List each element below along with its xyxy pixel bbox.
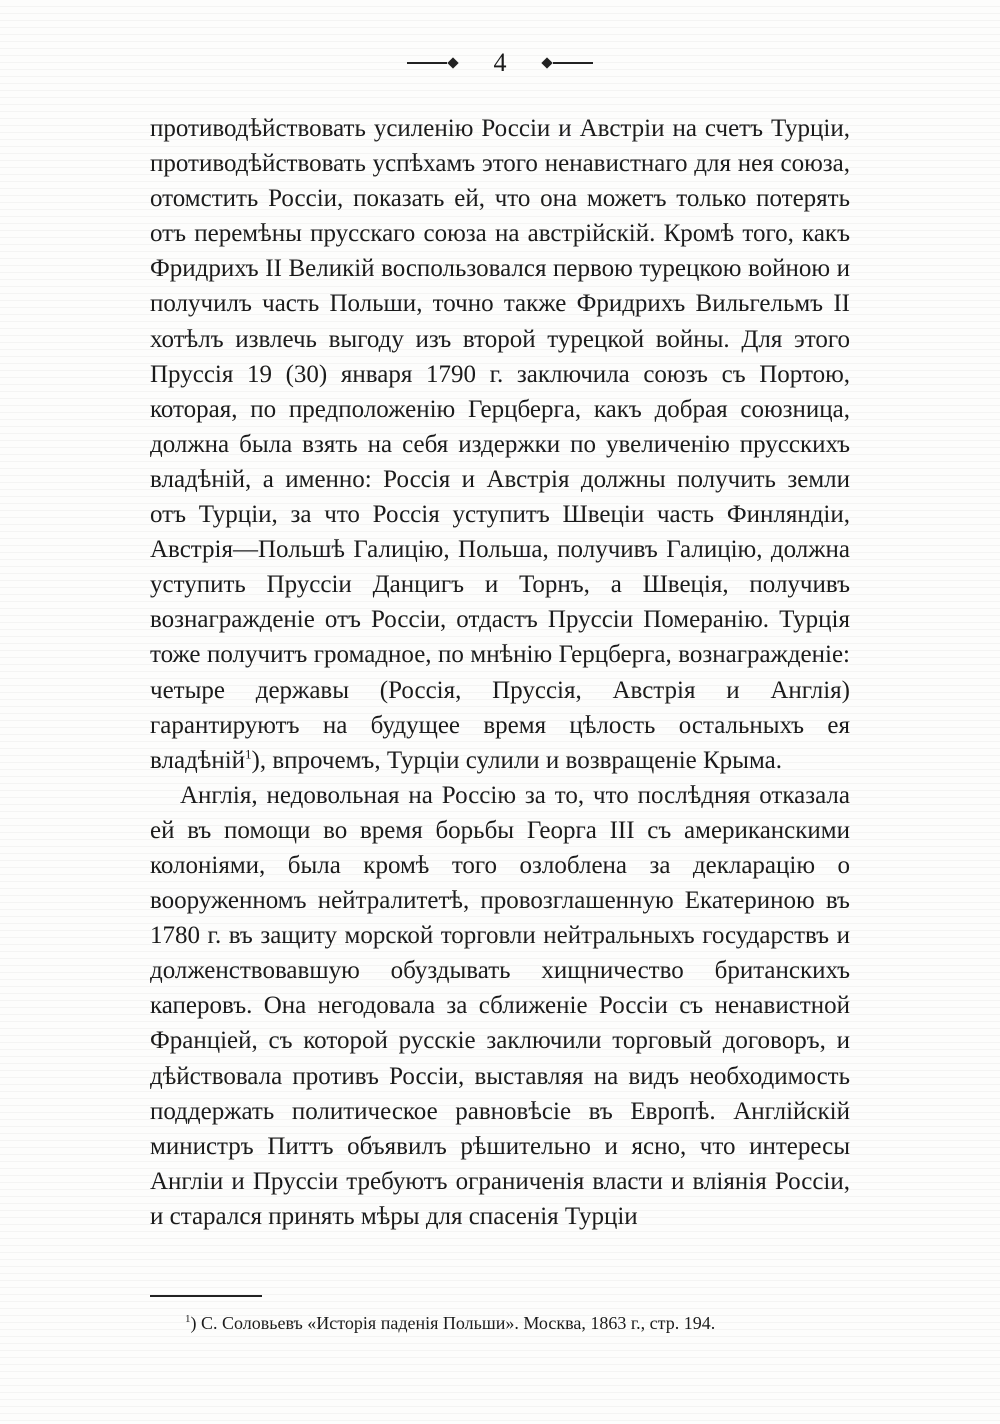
right-ornament — [541, 59, 593, 67]
footnote-mark: 1 — [185, 1313, 191, 1325]
left-ornament — [407, 59, 459, 67]
footnote-divider — [150, 1295, 262, 1297]
page-number: 4 — [493, 48, 507, 77]
footnote-reference: 1 — [245, 746, 252, 762]
paragraph-2: Англія, недовольная на Россію за то, что послѣдняя отказала ей въ помощи во время борьбы Георга III съ американскими колоніями, была кромѣ того озлоблена за декларацію о вооруженномъ нейтралитетѣ, провозглашенную Екатериною въ 1780 г. въ защиту морской торговли нейтральныхъ государствъ и долженствовавшую обуздывать хищничество британскихъ каперовъ. Она негодовала за сближеніе Россіи съ ненавистной Франціей, съ которой русскіе заключили торговый договоръ, и дѣйствовала противъ Россіи, выставляя на видъ необходимость поддержать политическое равновѣсіе въ Европѣ. Англійскій министръ Питтъ объявилъ рѣшительно и ясно, что интересы Англіи и Пруссіи требуютъ ограниченія власти и вліянія Россіи, и старался принять мѣры для спасенія Турціи — [150, 781, 850, 1230]
footnote-text: ) С. Соловьевъ «Исторія паденія Польши». Москва, 1863 г., стр. 194. — [190, 1313, 716, 1333]
paragraph-1 — [150, 111, 850, 778]
footnote — [185, 1311, 845, 1335]
body-text — [150, 111, 850, 1234]
paragraph-1-tail: ), впрочемъ, Турціи сулили и возвращеніе Крыма. — [251, 746, 782, 774]
paragraph-1-text: противодѣйствовать усиленію Россіи и Австріи на счетъ Турціи, противодѣйствовать успѣхамъ этого ненавистнаго для нея союза, отомстить Россіи, показать ей, что она можетъ только потерять отъ перемѣны прусскаго союза на австрійскій. Кромѣ того, какъ Фридрихъ II Великій воспользовался первою турецкою войною и получилъ часть Польши, точно также Фридрихъ Вильгельмъ II хотѣлъ извлечь выгоду изъ второй турецкой войны. Для этого Пруссія 19 (30) января 1790 г. заключила союзъ съ Портою, которая, по предположенію Герцберга, какъ добрая союзница, должна была взять на себя издержки по увеличенію прусскихъ владѣній, а именно: Россія и Австрія должны получить земли отъ Турціи, за что Россія уступитъ Швеціи часть Финляндіи, Австрія—Польшѣ Галицію, Польша, получивъ Галицію, должна уступить Пруссіи Данцигъ и Торнъ, а Швеція, получивъ вознагражденіе отъ Россіи, отдастъ Пруссіи Померанію. Турція тоже получитъ громадное, по мнѣнію Герцберга, вознагражденіе: четыре державы (Россія, Пруссія, Австрія и Англія) гарантируютъ на будущее время цѣлость остальныхъ ея владѣній — [150, 115, 850, 774]
page-header — [0, 48, 1000, 78]
